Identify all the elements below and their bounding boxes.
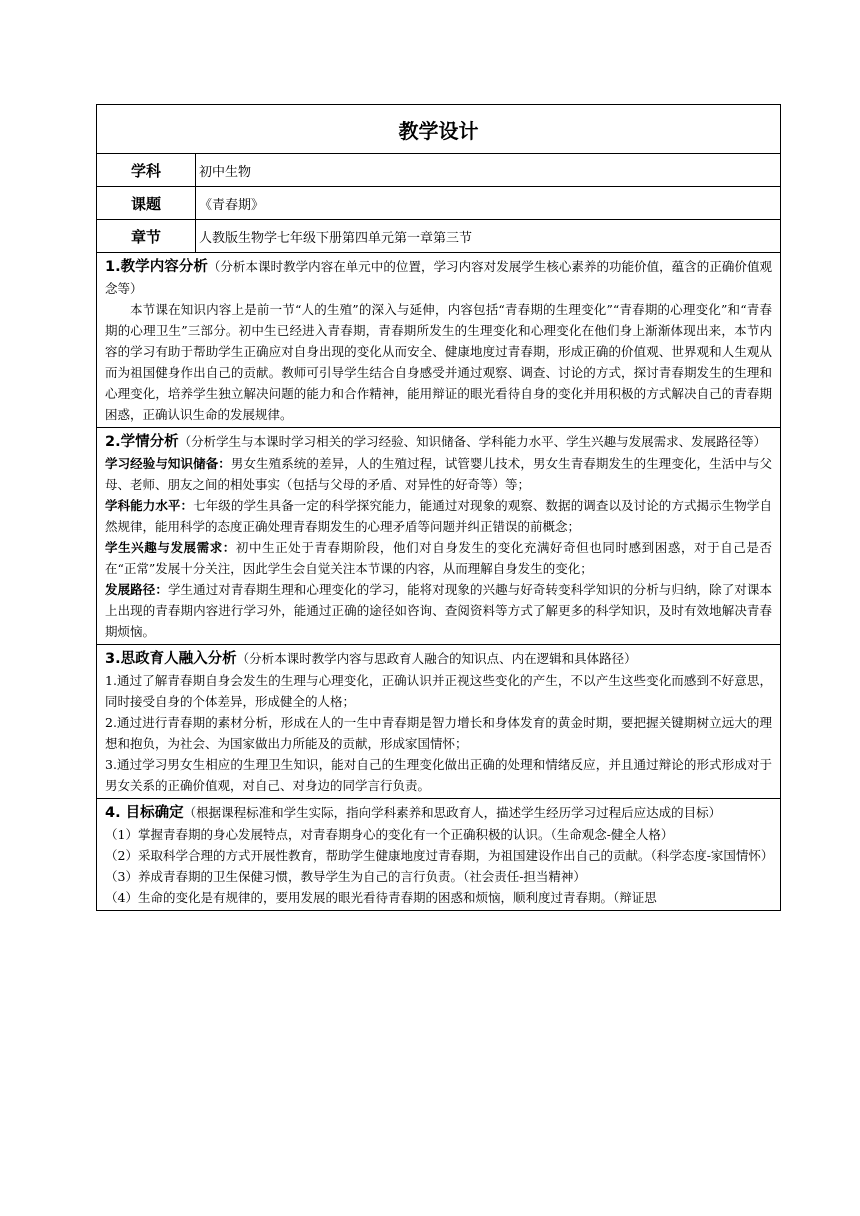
- section-4-title: 4. 目标确定: [105, 805, 184, 821]
- section-ideology-analysis: [97, 645, 781, 799]
- section-2-note: （分析学生与本课时学习相关的学习经验、知识储备、学科能力水平、学生兴趣与发展需求、发展路径等）: [178, 434, 767, 449]
- topic-row: [97, 187, 781, 220]
- section-3-note: （分析本课时教学内容与思政育人融合的知识点、内在逻辑和具体路径）: [236, 651, 637, 666]
- section-1-heading-line: [105, 256, 772, 299]
- section-2-item-label: 学习经验与知识储备：: [105, 456, 231, 471]
- section-2-item-text: 男女生殖系统的差异，人的生殖过程，试管婴儿技术，男女生青春期发生的生理变化，生活中与父母、老师、朋友之间的相处事实（包括与父母的矛盾、对异性的好奇等）等；: [105, 456, 772, 492]
- section-objectives: [97, 799, 781, 911]
- title-row: [97, 105, 781, 154]
- section-1-body: 本节课在知识内容上是前一节“人的生殖”的深入与延伸，内容包括“青春期的生理变化”“青春期的心理变化”和“青春期的心理卫生”三部分。初中生已经进入青春期，青春期所发生的生理变化和心理变化在他们身上渐渐体现出来，本节内容的学习有助于帮助学生正确应对自身出现的变化从而安全、健康地度过青春期，形成正确的价值观、世界观和人生观从而为祖国健身作出自己的贡献。教师可引导学生结合自身感受并通过观察、调查、讨论的方式，探讨青春期发生的生理和心理变化，培养学生独立解决问题的能力和合作精神，能用辩证的眼光看待自身的变化并用积极的方式解决自己的青春期困惑，正确认识生命的发展规律。: [105, 302, 772, 422]
- lesson-plan-table: [96, 104, 781, 911]
- section-3-item: 2.通过进行青春期的素材分析，形成在人的一生中青春期是智力增长和身体发育的黄金时期，要把握关键期树立远大的理想和抱负，为社会、为国家做出力所能及的贡献，形成家国情怀；: [105, 715, 772, 751]
- section-2-title: 2.学情分析: [105, 434, 179, 450]
- section-1-title: 1.教学内容分析: [105, 259, 208, 275]
- section-4-note: （根据课程标准和学生实际，指向学科素养和思政育人，描述学生经历学习过程后应达成的目标）: [183, 805, 722, 820]
- section-3-title: 3.思政育人融入分析: [105, 651, 237, 667]
- chapter-value: 人教版生物学七年级下册第四单元第一章第三节: [196, 220, 781, 253]
- section-4-heading-line: [105, 802, 772, 824]
- subject-row: [97, 154, 781, 187]
- chapter-row: [97, 220, 781, 253]
- section-2-item-label: 学生兴趣与发展需求：: [105, 540, 236, 555]
- section-2-item: [105, 579, 772, 642]
- section-4-item: （1）掌握青春期的身心发展特点，对青春期身心的变化有一个正确积极的认识。（生命观念-健全人格）: [105, 827, 674, 842]
- lesson-plan-document: [96, 104, 781, 911]
- section-3-item: 1.通过了解青春期自身会发生的生理与心理变化，正确认识并正视这些变化的产生，不以产生这些变化而感到不好意思，同时接受自身的个体差异，形成健全的人格；: [105, 673, 772, 709]
- section-2-item: [105, 453, 772, 495]
- section-4-item: （4）生命的变化是有规律的，要用发展的眼光看待青春期的困惑和烦恼，顺利度过青春期。（辩证思: [105, 890, 657, 905]
- section-4-item: （2）采取科学合理的方式开展性教育，帮助学生健康地度过青春期，为祖国建设作出自己的贡献。（科学态度-家国情怀）: [105, 848, 774, 863]
- section-2-heading-line: [105, 431, 772, 453]
- section-2-item-text: 七年级的学生具备一定的科学探究能力，能通过对现象的观察、数据的调查以及讨论的方式揭示生物学自然规律，能用科学的态度正确处理青春期发生的心理矛盾等问题并纠正错误的前概念；: [105, 498, 772, 534]
- section-3-item: 3.通过学习男女生相应的生理卫生知识，能对自己的生理变化做出正确的处理和情绪反应，并且通过辩论的形式形成对于男女关系的正确价值观，对自己、对身边的同学言行负责。: [105, 757, 772, 793]
- section-2-item: [105, 495, 772, 537]
- section-2-item-label: 学科能力水平：: [105, 498, 194, 513]
- chapter-label: 章节: [97, 220, 196, 253]
- section-2-item-text: 学生通过对青春期生理和心理变化的学习，能将对现象的兴趣与好奇转变科学知识的分析与归纳，除了对课本上出现的青春期内容进行学习外，能通过正确的途径如咨询、查阅资料等方式了解更多的科学知识，及时有效地解决青春期烦恼。: [105, 582, 772, 639]
- section-2-item-label: 发展路径：: [105, 582, 168, 597]
- section-2-item-text: 初中生正处于青春期阶段，他们对自身发生的变化充满好奇但也同时感到困惑，对于自己是否在“正常”发展十分关注，因此学生会自觉关注本节课的内容，从而理解自身发生的变化；: [105, 540, 772, 576]
- section-2-item: [105, 537, 772, 579]
- subject-label: 学科: [97, 154, 196, 187]
- section-3-heading-line: [105, 648, 772, 670]
- document-title: 教学设计: [97, 105, 781, 154]
- section-4-item: （3）养成青春期的卫生保健习惯，教导学生为自己的言行负责。（社会责任-担当精神）: [105, 869, 586, 884]
- section-content-analysis: [97, 253, 781, 428]
- topic-value: 《青春期》: [196, 187, 781, 220]
- section-student-analysis: [97, 428, 781, 645]
- section-1-note: （分析本课时教学内容在单元中的位置，学习内容对发展学生核心素养的功能价值，蕴含的正确价值观念等）: [105, 259, 772, 296]
- topic-label: 课题: [97, 187, 196, 220]
- subject-value: 初中生物: [196, 154, 781, 187]
